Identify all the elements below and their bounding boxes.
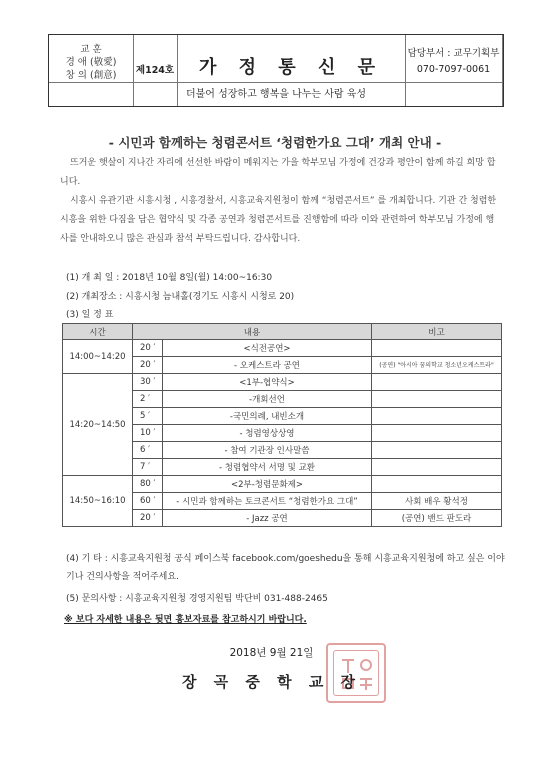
note: (공연) 밴드 판도라 — [372, 510, 502, 527]
schedule-label: (3) 일 정 표 — [66, 310, 114, 320]
greeting-paragraph: 뜨거운 햇살이 지나간 자리에 선선한 바람이 메워지는 가을 학부모님 가정에 건강과 평안이 함께 하길 희망 합니다. — [60, 158, 496, 187]
header-content: 내용 — [133, 324, 372, 340]
duration: 60 ′ — [133, 493, 163, 510]
motto-line-1: 경 애 (敬愛) — [65, 57, 117, 68]
duration: 2 ′ — [133, 391, 163, 408]
school-slogan: 더불어 성장하고 행복을 나누는 사람 육성 — [49, 82, 503, 106]
note — [372, 391, 502, 408]
content: - 청렴영상상영 — [163, 425, 372, 442]
info-paragraph: 시흥시 유관기관 시흥시청 , 시흥경찰서, 시흥교육지원청이 함께 “청렴콘서트” 를 개최합니다. 기관 간 청렴한 시흥을 위한 다짐을 담은 협약식 및 각종 공연과 청렴콘서트를 진행함에 따라 이와 관련하여 학부모님 가정에 행사를 안내하오니 많은 관심과 참석 부탁드립니다. 감사합니다. — [60, 196, 497, 244]
event-place: (2) 개최장소 : 시흥시청 늠내홀(경기도 시흥시 시청로 20) — [66, 292, 295, 302]
note: 사회 배우 황석정 — [372, 493, 502, 510]
header-time: 시간 — [63, 324, 133, 340]
content: <2부-청렴문화제> — [163, 476, 372, 493]
duration: 7 ′ — [133, 459, 163, 476]
newsletter-title: 가 정 통 신 문 — [198, 57, 383, 78]
event-date: (1) 개 최 일 : 2018년 10월 8일(월) 14:00~16:30 — [66, 273, 273, 283]
content: - 참여 기관장 인사말씀 — [163, 442, 372, 459]
duration: 6 ′ — [133, 442, 163, 459]
time-slot: 14:20~14:50 — [63, 374, 133, 476]
table-row — [63, 340, 502, 357]
issue-number: 제124호 — [135, 65, 175, 76]
duration: 80 ′ — [133, 476, 163, 493]
motto-label: 교 훈 — [80, 44, 102, 55]
note — [372, 459, 502, 476]
table-row — [63, 374, 502, 391]
motto-line-2: 창 의 (創意) — [65, 70, 117, 81]
content: - 청렴협약서 서명 및 교환 — [163, 459, 372, 476]
content: <1부-협약식> — [163, 374, 372, 391]
note: (공연) "아시아 꿈의학교 청소년오케스트라" — [372, 357, 502, 374]
duration: 20 ′ — [133, 357, 163, 374]
newsletter-header — [48, 34, 504, 107]
content: - Jazz 공연 — [163, 510, 372, 527]
duration: 30 ′ — [133, 374, 163, 391]
department-name: 담당부서 : 교무기획부 — [407, 48, 500, 59]
duration: 20 ′ — [133, 510, 163, 527]
school-principal: 장 곡 중 학 교 장 — [181, 673, 362, 691]
schedule-table — [62, 323, 502, 527]
header-note: 비고 — [372, 324, 502, 340]
note — [372, 374, 502, 391]
reference-note: ※ 보다 자세한 내용은 뒷면 홍보자료를 참고하시기 바랍니다. — [64, 615, 307, 625]
content: - 오케스트라 공연 — [163, 357, 372, 374]
time-slot: 14:00~14:20 — [63, 340, 133, 374]
table-row — [63, 476, 502, 493]
content: - 시민과 함께하는 토크콘서트 “청렴한가요 그대” — [163, 493, 372, 510]
note — [372, 476, 502, 493]
etc-info: (4) 기 타 : 시흥교육지원청 공식 페이스북 facebook.com/goeshedu을 통해 시흥교육지원청에 하고 싶은 이야기나 건의사항을 적어주세요. — [66, 554, 505, 582]
time-slot: 14:50~16:10 — [63, 476, 133, 527]
duration: 10 ′ — [133, 425, 163, 442]
contact-info: (5) 문의사항 : 시흥교육지원청 경영지원팀 박단비 031-488-2465 — [66, 594, 328, 604]
notice-title: - 시민과 함께하는 청렴콘서트 ‘청렴한가요 그대’ 개최 안내 - — [108, 135, 442, 150]
content: <식전공연> — [163, 340, 372, 357]
note — [372, 408, 502, 425]
duration: 5 ′ — [133, 408, 163, 425]
duration: 20 ′ — [133, 340, 163, 357]
content: -개회선언 — [163, 391, 372, 408]
note — [372, 442, 502, 459]
department-phone: 070-7097-0061 — [416, 64, 491, 75]
note — [372, 425, 502, 442]
content: -국민의례, 내빈소개 — [163, 408, 372, 425]
note — [372, 340, 502, 357]
issue-date: 2018년 9월 21일 — [229, 647, 314, 659]
table-header-row — [63, 324, 502, 340]
